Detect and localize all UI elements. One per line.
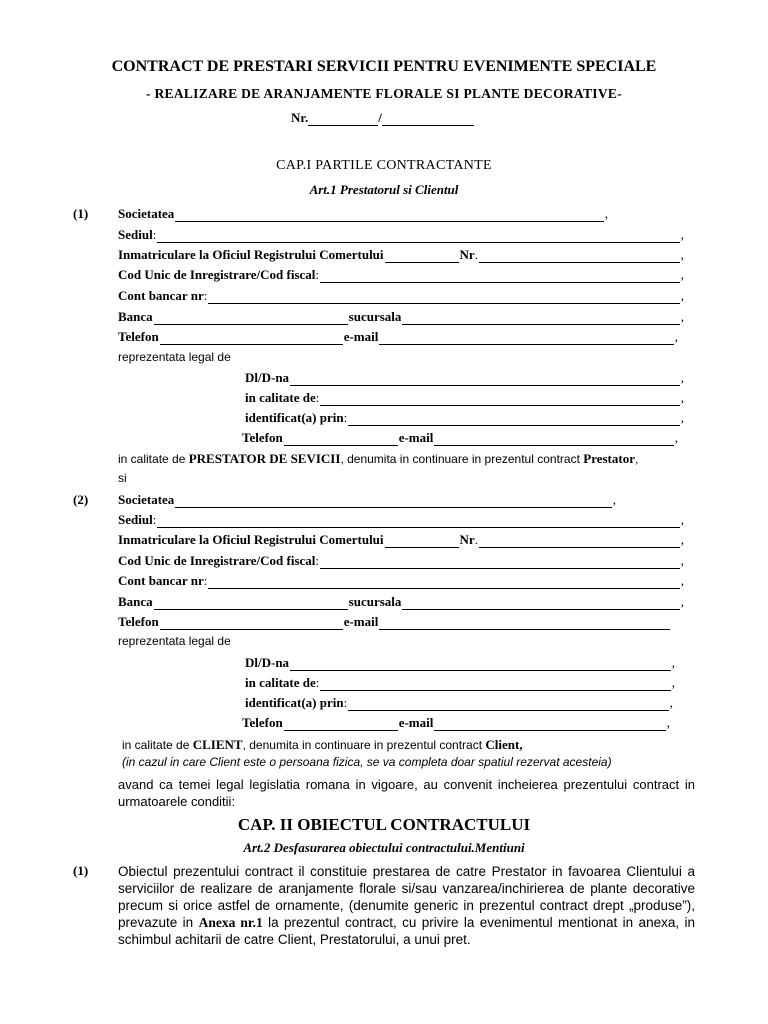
party2-note: (in cazul in care Client este o persoana fizica, se va completa doar spatiul rezervat acesteia)	[122, 755, 612, 769]
party2-dl-field[interactable]: Dl/D-na ,	[245, 655, 675, 670]
party2-telefon-field[interactable]: Telefon e-mail	[118, 614, 671, 630]
party1-identificat-field[interactable]: identificat(a) prin : ,	[245, 410, 684, 425]
party1-dl-field[interactable]: Dl/D-na ,	[245, 370, 684, 385]
party2-registru-field[interactable]: Inmatriculare la Oficiul Registrului Comertului Nr . ,	[118, 532, 684, 547]
cap2-heading: CAP. II OBIECTUL CONTRACTULUI	[237, 815, 531, 834]
party2-sediul-field[interactable]: Sediul : ,	[118, 512, 684, 527]
party2-societatea-field[interactable]: Societatea ,	[118, 492, 616, 507]
party2-rep-telefon-field[interactable]: Telefon e-mail ,	[242, 715, 670, 730]
si-conjunction: si	[118, 471, 127, 485]
closing-paragraph: avand ca temei legal legislatia romana in vigoare, au convenit incheierea prezentului contract in urmatoarele conditii:	[118, 777, 695, 809]
party1-cont-field[interactable]: Cont bancar nr : ,	[118, 288, 684, 303]
party2-cont-field[interactable]: Cont bancar nr : ,	[118, 573, 684, 588]
art2-p1-number: (1)	[73, 863, 89, 878]
nr-blank-2[interactable]	[382, 115, 474, 126]
party1-cui-field[interactable]: Cod Unic de Inregistrare/Cod fiscal : ,	[118, 267, 684, 282]
party1-calitate-field[interactable]: in calitate de : ,	[245, 390, 684, 405]
party1-sediul-field[interactable]: Sediul : ,	[118, 227, 684, 242]
party1-reprezentata: reprezentata legal de	[118, 350, 231, 364]
contract-number	[291, 110, 474, 126]
art2-heading: Art.2 Desfasurarea obiectului contractului.Mentiuni	[243, 840, 525, 855]
nr-label: Nr.	[291, 110, 309, 125]
party1-role-line: in calitate de PRESTATOR DE SEVICII, denumita in continuare in prezentul contract Prestator,	[118, 451, 639, 466]
party1-rep-telefon-field[interactable]: Telefon e-mail ,	[242, 430, 678, 445]
nr-separator: /	[378, 110, 382, 125]
party2-calitate-field[interactable]: in calitate de : ,	[245, 675, 675, 690]
party1-societatea-field[interactable]: Societatea ,	[118, 206, 608, 221]
party1-banca-field[interactable]: Banca sucursala ,	[118, 309, 684, 324]
cap1-heading: CAP.I PARTILE CONTRACTANTE	[276, 158, 492, 173]
party2-role-line: in calitate de CLIENT, denumita in continuare in prezentul contract Client,	[122, 737, 523, 752]
art1-heading: Art.1 Prestatorul si Clientul	[309, 182, 459, 197]
party2-identificat-field[interactable]: identificat(a) prin : ,	[245, 695, 673, 710]
party1-number: (1)	[73, 206, 89, 221]
party2-banca-field[interactable]: Banca sucursala ,	[118, 594, 684, 609]
nr-blank-1[interactable]	[308, 115, 378, 126]
party1-telefon-field[interactable]: Telefon e-mail ,	[118, 329, 678, 344]
contract-title: CONTRACT DE PRESTARI SERVICII PENTRU EVENIMENTE SPECIALE	[111, 58, 657, 75]
art2-p1-text: Obiectul prezentului contract il constituie prestarea de catre Prestator in favoarea Clientului a serviciilor de realizare de aranjamente florale si/sau vanzarea/inchirierea de plante decorative precum si orice astfel de ornamente, (denumite generic in prezentul contract drept „produse”), prevazute in Anexa nr.1 la prezentul contract, cu privire la evenimentul mentionat in anexa, in schimbul achitarii de catre Client, Prestatorului, a unui pret.	[118, 864, 695, 947]
party2-reprezentata: reprezentata legal de	[118, 634, 231, 648]
party2-cui-field[interactable]: Cod Unic de Inregistrare/Cod fiscal : ,	[118, 553, 684, 568]
contract-subtitle: - REALIZARE DE ARANJAMENTE FLORALE SI PLANTE DECORATIVE-	[146, 86, 622, 101]
party2-number: (2)	[73, 492, 89, 507]
party1-registru-field[interactable]: Inmatriculare la Oficiul Registrului Comertului Nr . ,	[118, 247, 684, 262]
